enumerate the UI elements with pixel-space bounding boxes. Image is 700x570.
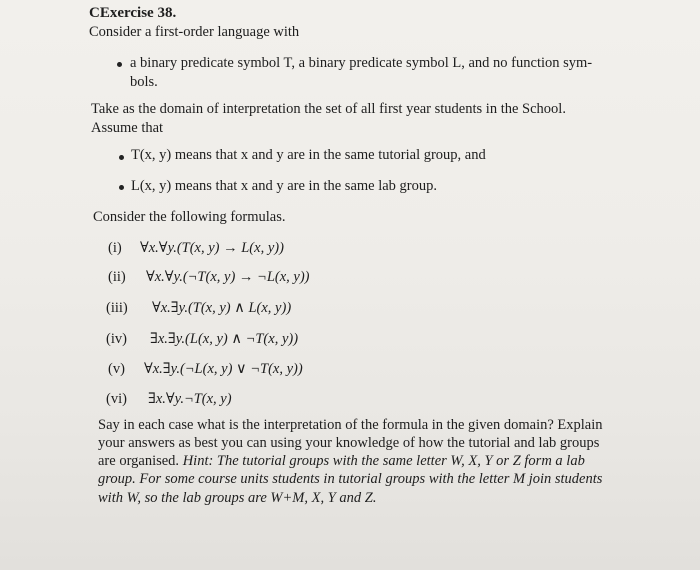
hint-text-line3: with W, so the lab groups are W+M, X, Y and Z. <box>98 490 377 506</box>
formula-expression: ∃x.∃y.(L(x, y) ∧ ¬T(x, y)) <box>150 331 299 347</box>
bullet-marker <box>117 62 122 67</box>
language-bullet-line1: a binary predicate symbol T, a binary predicate symbol L, and no function sym- <box>130 55 593 71</box>
domain-text-line1: Take as the domain of interpretation the set of all first year students in the School. <box>91 101 566 117</box>
formula-label: (iii) <box>106 300 128 316</box>
exercise-title: CExercise 38. <box>89 5 177 21</box>
formula-expression: ∀x.∀y.(¬T(x, y) → ¬L(x, y)) <box>146 269 310 285</box>
question-line2: your answers as best you can using your knowledge of how the tutorial and lab groups <box>98 435 600 451</box>
formula-expression: ∀x.∀y.(T(x, y) → L(x, y)) <box>140 240 284 256</box>
formula-label: (i) <box>108 240 122 256</box>
language-bullet-line2: bols. <box>130 74 158 90</box>
formula-label: (v) <box>108 361 125 377</box>
formula-expression: ∀x.∃y.(T(x, y) ∧ L(x, y)) <box>152 300 292 316</box>
question-line3 <box>98 452 585 470</box>
bullet-marker <box>119 155 124 160</box>
domain-text-line2: Assume that <box>91 120 164 136</box>
hint-text-start: Hint: The tutorial groups with the same letter W, X, Y or Z form a lab <box>182 453 585 469</box>
question-line3-plain: are organised. <box>98 453 180 469</box>
intro-text: Consider a first-order language with <box>89 24 300 40</box>
formula-label: (ii) <box>108 269 126 285</box>
formula-expression: ∃x.∀y.¬T(x, y) <box>148 391 232 407</box>
formula-label: (vi) <box>106 391 127 407</box>
formula-expression: ∀x.∃y.(¬L(x, y) ∨ ¬T(x, y)) <box>144 361 303 377</box>
assumption-lab: L(x, y) means that x and y are in the same lab group. <box>131 178 438 194</box>
hint-text-line2: group. For some course units students in tutorial groups with the letter M join students <box>98 471 603 487</box>
bullet-marker <box>119 185 124 190</box>
formula-label: (iv) <box>106 331 127 347</box>
question-line1: Say in each case what is the interpretation of the formula in the given domain? Explain <box>98 417 603 433</box>
assumption-tutorial: T(x, y) means that x and y are in the same tutorial group, and <box>131 147 486 163</box>
formulas-intro: Consider the following formulas. <box>93 209 286 225</box>
